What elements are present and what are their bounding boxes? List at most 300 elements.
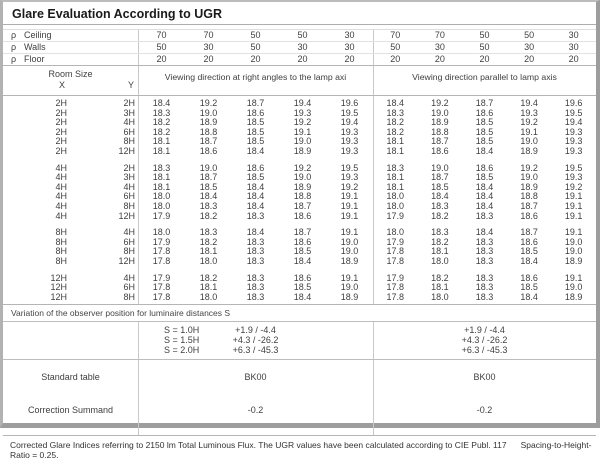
ugr-value-parallel: 19.3 [564,145,583,156]
variation-value-right-angles: +6.3 / -45.3 [232,345,279,356]
ugr-value-right-angles: 19.2 [340,181,359,192]
reflectance-value: 50 [390,42,401,52]
ugr-values-section [3,96,596,305]
room-y-value: 12H [118,255,135,266]
reflectance-value: 70 [203,30,214,40]
ugr-value-parallel: 19.1 [564,272,583,283]
ugr-value-right-angles: 19.1 [293,126,312,137]
ugr-value-parallel: 19.3 [564,136,583,147]
ugr-value-parallel: 19.1 [564,200,583,211]
ugr-value-right-angles: 18.8 [199,126,218,137]
ugr-value-parallel: 18.3 [475,291,494,302]
room-y-value: 2H [123,162,135,173]
reflectance-value: 30 [434,42,445,52]
ugr-value-right-angles: 18.7 [246,98,265,108]
ugr-value-parallel: 18.0 [386,191,405,202]
ugr-value-right-angles: 18.4 [246,191,265,202]
reflectance-row [3,30,596,42]
ugr-value-parallel: 19.0 [520,172,538,183]
ugr-value-right-angles: 18.1 [152,145,171,156]
ugr-value-right-angles: 18.3 [246,210,265,221]
ugr-value-parallel: 18.4 [520,255,538,266]
room-y-value: 4H [123,227,135,238]
ugr-value-parallel: 18.4 [475,181,494,192]
ugr-table-row [3,293,596,303]
room-x-value: 12H [50,291,67,302]
reflectance-value: 50 [479,30,490,40]
reflectance-label [3,30,138,41]
reflectance-value: 30 [344,30,355,40]
ugr-value-right-angles: 18.6 [199,145,218,156]
ugr-value-right-angles: 18.4 [199,191,218,202]
variation-value-right-angles: +1.9 / -4.4 [235,325,276,336]
spacing-distance-label: S = 1.5H [164,335,200,346]
room-size-axes [3,80,138,91]
ugr-value-right-angles: 18.8 [293,191,312,202]
room-y-value: 3H [123,172,135,183]
ugr-value-parallel: 18.9 [520,181,538,192]
ugr-value-right-angles: 18.3 [152,162,171,173]
ugr-value-right-angles: 18.2 [199,236,218,247]
ugr-value-parallel: 19.1 [564,210,583,221]
ugr-value-right-angles: 18.0 [152,200,171,211]
ugr-value-right-angles: 19.0 [340,246,359,257]
ugr-value-right-angles: 19.3 [340,136,359,147]
ugr-value-parallel: 17.9 [386,272,405,283]
spacer-cell [3,325,138,335]
ugr-value-right-angles: 19.2 [293,117,312,128]
ugr-value-parallel: 19.3 [564,126,583,137]
ugr-value-parallel: 18.5 [475,117,494,128]
ugr-value-parallel: 19.2 [520,117,538,128]
ugr-value-parallel: 18.6 [520,210,538,221]
reflectance-value: 50 [156,42,167,52]
ugr-value-parallel: 18.2 [431,210,449,221]
room-x-value: 4H [55,162,67,173]
summary-section [3,321,596,435]
ugr-value-parallel: 18.0 [431,255,449,266]
ugr-value-right-angles: 18.2 [199,210,218,221]
spacing-left-cell [138,325,373,335]
ugr-value-right-angles: 17.8 [152,246,171,257]
ugr-value-right-angles: 18.6 [293,236,312,247]
reflectance-value: 20 [203,54,214,64]
ugr-value-parallel: 18.7 [431,136,449,147]
ugr-value-parallel: 18.8 [520,191,538,202]
correction-summand-value-right: -0.2 [476,404,493,415]
ugr-value-parallel: 18.3 [475,210,494,221]
ugr-value-parallel: 17.8 [386,246,405,257]
ugr-value-right-angles: 19.3 [293,107,312,118]
table-header-row [3,66,596,96]
ugr-value-right-angles: 18.4 [246,227,265,238]
reflectance-surface-name: Floor [24,54,45,64]
room-y-value: 2H [123,98,135,108]
room-x-value: 8H [55,255,67,266]
reflectance-value: 50 [250,30,261,40]
room-y-value: 6H [123,126,135,137]
ugr-value-parallel: 18.6 [431,145,449,156]
ugr-value-right-angles: 18.3 [199,200,218,211]
ugr-value-parallel: 18.9 [431,117,449,128]
ugr-value-parallel: 19.5 [564,107,583,118]
ugr-value-parallel: 19.2 [520,162,538,173]
room-size-block [3,66,138,91]
ugr-value-right-angles: 19.3 [340,126,359,137]
ugr-value-parallel: 18.5 [431,181,449,192]
room-size-group [3,99,596,157]
ugr-value-right-angles: 18.4 [293,291,312,302]
ugr-value-parallel: 18.2 [386,117,405,128]
ugr-value-parallel: 18.3 [475,282,494,293]
ugr-value-parallel: 18.1 [431,282,449,293]
reflectance-value: 70 [156,30,167,40]
ugr-value-parallel: 18.6 [475,162,494,173]
room-y-value: 6H [123,282,135,293]
spacing-to-height-ratio: Spacing-to-Height-Ratio = 0.25. [10,440,592,460]
ugr-value-parallel: 18.7 [475,98,494,108]
room-y-value: 4H [123,117,135,128]
viewing-direction-parallel-header: Viewing direction parallel to lamp axis [412,72,557,82]
room-y-value: 8H [123,291,135,302]
room-x-value: 4H [55,191,67,202]
variation-value-parallel: +1.9 / -4.4 [464,325,505,336]
ugr-value-right-angles: 18.5 [199,181,218,192]
ugr-value-parallel: 19.1 [564,191,583,202]
ugr-value-parallel: 18.5 [475,136,494,147]
ugr-value-parallel: 19.6 [564,98,583,108]
room-x-value: 4H [55,181,67,192]
ugr-value-parallel: 18.5 [475,172,494,183]
ugr-value-right-angles: 18.1 [152,172,171,183]
room-y-value: 3H [123,107,135,118]
room-y-value: 4H [123,272,135,283]
spacer-cell [3,345,138,355]
ugr-value-parallel: 19.4 [520,98,538,108]
ugr-value-right-angles: 18.5 [246,172,265,183]
viewing-direction-right-angles-header: Viewing direction at right angles to the lamp axi [164,72,347,82]
ugr-value-parallel: 18.1 [431,246,449,257]
ugr-value-right-angles: 19.1 [340,210,359,221]
ugr-value-parallel: 19.0 [431,162,449,173]
ugr-value-parallel: 18.9 [564,291,583,302]
ugr-value-right-angles: 18.4 [246,200,265,211]
ugr-value-parallel: 19.0 [564,236,583,247]
ugr-value-parallel: 18.8 [431,126,449,137]
ugr-value-right-angles: 18.3 [246,291,265,302]
reflectance-value: 30 [568,42,579,52]
ugr-table-row [3,212,596,222]
ugr-value-parallel: 19.0 [520,136,538,147]
ugr-value-parallel: 18.0 [431,291,449,302]
room-size-group [3,164,596,222]
main-table-area [3,29,596,305]
spacing-variation-row [3,325,596,335]
ugr-value-parallel: 19.0 [564,282,583,293]
spacing-variation-box [3,321,596,360]
ugr-value-right-angles: 17.9 [152,236,171,247]
correction-summand-label: Correction Summand [27,404,114,415]
ugr-value-parallel: 18.0 [386,200,405,211]
ugr-value-right-angles: 18.4 [293,255,312,266]
ugr-value-right-angles: 18.5 [293,282,312,293]
ugr-value-parallel: 18.3 [431,227,449,238]
ugr-value-parallel: 18.3 [431,200,449,211]
reflectance-surface-name: Ceiling [24,30,52,40]
ugr-value-parallel: 17.9 [386,236,405,247]
room-y-value: 8H [123,200,135,211]
footer-text: Corrected Glare Indices referring to 2150 lm Total Luminous Flux. The UGR values have been calculated according to CIE Publ. 117 [10,440,507,451]
ugr-value-right-angles: 17.8 [152,282,171,293]
ugr-value-right-angles: 18.2 [152,126,171,137]
ugr-value-right-angles: 18.9 [293,145,312,156]
ugr-value-right-angles: 18.5 [246,126,265,137]
reflectance-label [3,42,138,53]
reflectance-row [3,54,596,65]
ugr-value-parallel: 18.1 [386,136,405,147]
rho-symbol: ρ [11,54,17,64]
ugr-value-right-angles: 18.9 [199,117,218,128]
ugr-value-right-angles: 18.6 [246,162,265,173]
ugr-value-right-angles: 19.1 [340,227,359,238]
ugr-value-parallel: 19.2 [564,181,583,192]
ugr-value-parallel: 18.4 [475,200,494,211]
reflectance-value: 70 [434,30,445,40]
room-y-value: 12H [118,210,135,221]
ugr-value-right-angles: 19.0 [199,162,218,173]
ugr-value-parallel: 18.4 [475,191,494,202]
reflectance-value: 20 [568,54,579,64]
reflectance-value: 20 [297,54,308,64]
room-x-value: 12H [50,272,67,283]
reflectance-value: 30 [524,42,535,52]
ugr-value-right-angles: 18.3 [246,282,265,293]
reflectance-surface-name: Walls [24,42,46,52]
spacing-left-cell [138,335,373,345]
room-x-value: 8H [55,236,67,247]
ugr-value-parallel: 17.9 [386,210,405,221]
ugr-value-parallel: 18.2 [431,236,449,247]
ugr-value-right-angles: 19.0 [199,107,218,118]
ugr-value-right-angles: 18.9 [293,181,312,192]
ugr-value-parallel: 18.2 [431,272,449,283]
room-x-value: 12H [50,282,67,293]
ugr-value-right-angles: 19.0 [293,136,312,147]
reflectance-label [3,54,138,65]
ugr-value-parallel: 19.0 [564,246,583,257]
variation-value-parallel: +6.3 / -45.3 [461,345,508,356]
ugr-value-parallel: 18.5 [520,282,538,293]
room-x-value: 8H [55,246,67,257]
reflectance-row [3,42,596,54]
ugr-value-right-angles: 17.9 [152,272,171,283]
ugr-value-right-angles: 18.6 [246,107,265,118]
ugr-value-parallel: 18.4 [475,227,494,238]
ugr-value-parallel: 18.1 [386,181,405,192]
variation-value-parallel: +4.3 / -26.2 [461,335,508,346]
reflectance-value: 30 [203,42,214,52]
ugr-value-right-angles: 18.7 [293,227,312,238]
ugr-value-right-angles: 19.1 [340,191,359,202]
ugr-value-right-angles: 18.2 [199,272,218,283]
ugr-value-parallel: 18.6 [475,107,494,118]
standard-table-value-right: BK00 [473,371,496,382]
room-x-value: 4H [55,210,67,221]
standard-table-row [3,360,596,393]
ugr-value-right-angles: 18.1 [199,246,218,257]
rho-symbol: ρ [11,42,17,52]
ugr-value-parallel: 18.0 [386,227,405,238]
room-x-value: 2H [55,136,67,147]
ugr-value-right-angles: 19.6 [340,98,359,108]
ugr-value-right-angles: 19.5 [340,162,359,173]
spacing-variation-row [3,345,596,355]
room-x-value: 4H [55,172,67,183]
ugr-value-right-angles: 18.4 [246,181,265,192]
room-x-value: 2H [55,117,67,128]
y-axis-label: Y [127,80,134,90]
variation-value-right-angles: +4.3 / -26.2 [232,335,279,346]
room-x-value: 4H [55,200,67,211]
room-y-value: 6H [123,236,135,247]
ugr-value-right-angles: 19.1 [340,200,359,211]
x-axis-label: X [58,80,65,90]
ugr-value-parallel: 17.8 [386,255,405,266]
reflectance-value: 50 [250,42,261,52]
ugr-value-right-angles: 18.3 [246,236,265,247]
reflectance-section [3,29,596,66]
rho-symbol: ρ [11,30,17,40]
room-x-value: 2H [55,145,67,156]
ugr-value-right-angles: 19.2 [199,98,218,108]
reflectance-value: 50 [524,30,535,40]
ugr-value-right-angles: 17.9 [152,210,171,221]
ugr-value-parallel: 18.7 [431,172,449,183]
reflectance-value: 20 [524,54,535,64]
room-y-value: 12H [118,145,135,156]
ugr-value-right-angles: 19.0 [340,236,359,247]
room-y-value: 6H [123,191,135,202]
reflectance-value: 50 [297,30,308,40]
footer-note [3,435,596,460]
ugr-value-right-angles: 18.6 [293,210,312,221]
ugr-value-right-angles: 19.0 [340,282,359,293]
ugr-value-right-angles: 18.5 [246,117,265,128]
reflectance-value: 20 [434,54,445,64]
ugr-value-parallel: 18.5 [520,246,538,257]
page-title: Glare Evaluation According to UGR [3,2,596,25]
ugr-value-parallel: 17.8 [386,291,405,302]
ugr-value-parallel: 18.4 [520,291,538,302]
ugr-value-right-angles: 19.1 [340,272,359,283]
ugr-value-parallel: 18.4 [475,145,494,156]
room-y-value: 4H [123,181,135,192]
ugr-value-parallel: 18.3 [386,162,405,173]
ugr-value-right-angles: 18.5 [293,246,312,257]
ugr-value-right-angles: 19.4 [293,98,312,108]
spacing-variation-row [3,335,596,345]
spacer-cell [3,335,138,345]
reflectance-value: 30 [344,42,355,52]
ugr-value-right-angles: 18.0 [152,191,171,202]
reflectance-value: 70 [390,30,401,40]
ugr-value-right-angles: 18.9 [340,291,359,302]
room-x-value: 2H [55,126,67,137]
ugr-value-parallel: 18.9 [520,145,538,156]
ugr-value-right-angles: 18.9 [340,255,359,266]
ugr-value-right-angles: 18.2 [152,117,171,128]
reflectance-value: 20 [479,54,490,64]
room-x-value: 2H [55,107,67,118]
ugr-value-parallel: 18.4 [431,191,449,202]
ugr-value-right-angles: 18.1 [152,136,171,147]
correction-summand-value-left: -0.2 [247,404,264,415]
ugr-value-parallel: 18.2 [386,126,405,137]
spacing-left-cell [138,345,373,355]
room-x-value: 8H [55,227,67,238]
standard-table-label: Standard table [41,371,100,382]
ugr-value-parallel: 19.1 [520,126,538,137]
reflectance-value: 20 [344,54,355,64]
ugr-value-parallel: 18.6 [520,236,538,247]
ugr-value-right-angles: 18.3 [246,246,265,257]
ugr-value-right-angles: 19.3 [340,145,359,156]
ugr-value-parallel: 18.3 [475,255,494,266]
reflectance-value: 20 [390,54,401,64]
reflectance-value: 20 [156,54,167,64]
correction-summand-row [3,393,596,426]
ugr-value-parallel: 19.1 [564,227,583,238]
ugr-value-right-angles: 18.7 [199,136,218,147]
ugr-value-parallel: 18.3 [475,272,494,283]
ugr-value-right-angles: 17.8 [152,255,171,266]
ugr-value-parallel: 18.6 [520,272,538,283]
standard-table-value-left: BK00 [244,371,267,382]
ugr-value-parallel: 18.9 [564,255,583,266]
ugr-value-parallel: 18.5 [475,126,494,137]
ugr-value-right-angles: 18.3 [199,227,218,238]
ugr-value-parallel: 18.7 [520,227,538,238]
ugr-value-parallel: 19.3 [520,107,538,118]
reflectance-value: 30 [568,30,579,40]
room-x-value: 2H [55,98,67,108]
ugr-value-right-angles: 18.6 [293,272,312,283]
room-y-value: 8H [123,246,135,257]
ugr-value-right-angles: 18.0 [152,227,171,238]
ugr-value-right-angles: 17.8 [152,291,171,302]
ugr-value-right-angles: 18.0 [199,255,218,266]
ugr-value-right-angles: 18.7 [199,172,218,183]
reflectance-value: 30 [297,42,308,52]
ugr-value-parallel: 18.1 [386,145,405,156]
room-size-group [3,274,596,303]
ugr-value-right-angles: 18.1 [152,181,171,192]
ugr-value-parallel: 18.3 [475,236,494,247]
ugr-value-parallel: 18.4 [386,98,405,108]
spacing-distance-label: S = 2.0H [164,345,200,356]
ugr-table-row [3,257,596,267]
room-size-group [3,228,596,266]
ugr-value-parallel: 19.3 [564,172,583,183]
ugr-value-parallel: 17.8 [386,282,405,293]
ugr-value-right-angles: 19.0 [293,172,312,183]
ugr-value-parallel: 18.1 [386,172,405,183]
ugr-value-parallel: 19.4 [564,117,583,128]
ugr-value-right-angles: 19.2 [293,162,312,173]
ugr-table-row [3,147,596,157]
observer-variation-note: Variation of the observer position for luminaire distances S [11,308,231,319]
reflectance-value: 50 [479,42,490,52]
